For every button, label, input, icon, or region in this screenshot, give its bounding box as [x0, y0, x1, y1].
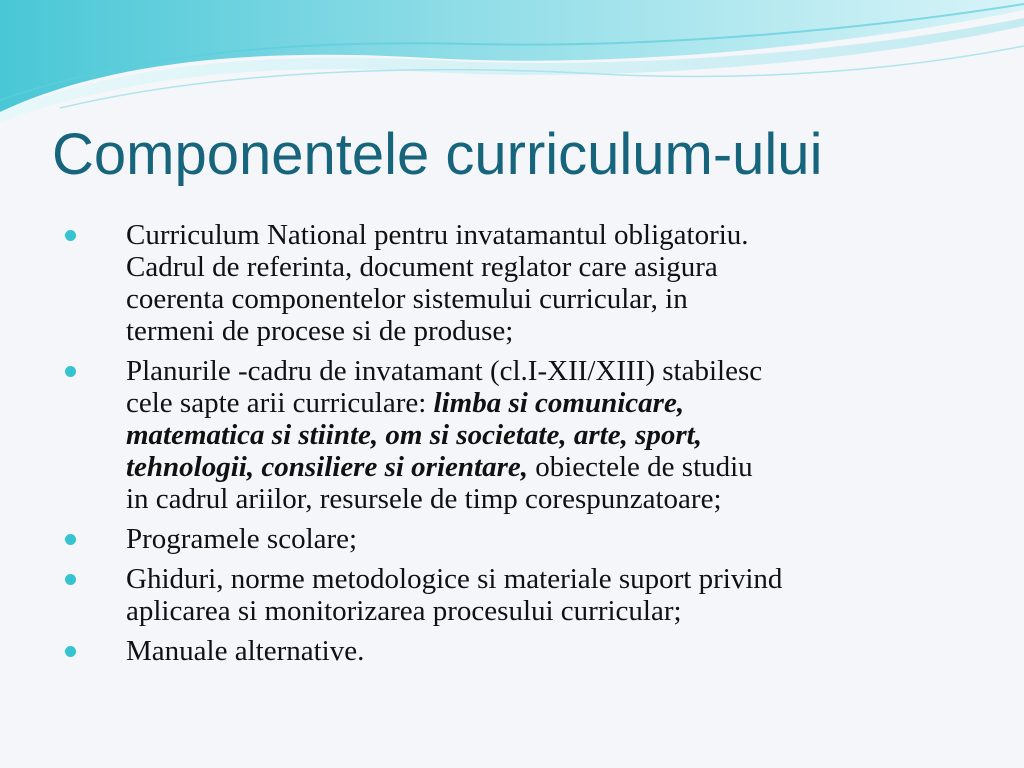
- text-line: Curriculum National pentru invatamantul obligatoriu.: [126, 219, 749, 251]
- plain-text: cele sapte arii curriculare:: [126, 387, 434, 419]
- text-line: Ghiduri, norme metodologice si materiale suport privind: [126, 563, 783, 595]
- bullet-list: [62, 219, 982, 675]
- text-line: [126, 451, 982, 483]
- list-item: [62, 563, 982, 627]
- text-line: Programele scolare;: [126, 523, 358, 555]
- text-line: Manuale alternative.: [126, 635, 365, 667]
- list-item: [62, 219, 982, 347]
- text-line: coerenta componentelor sistemului curricular, in: [126, 283, 688, 315]
- bullet-icon: [65, 534, 76, 545]
- emphasized-text: tehnologii, consiliere si orientare,: [126, 451, 528, 483]
- emphasized-text: matematica si stiinte, om si societate, arte, sport,: [126, 419, 702, 451]
- text-line: aplicarea si monitorizarea procesului curricular;: [126, 595, 682, 627]
- text-line: Planurile -cadru de invatamant (cl.I-XII/XIII) stabilesc: [126, 355, 763, 387]
- decorative-wave-header: [0, 0, 1024, 140]
- text-line: [126, 387, 982, 419]
- list-item: [62, 355, 982, 515]
- slide-title: Componentele curriculum-ului: [52, 122, 823, 187]
- bullet-icon: [65, 366, 76, 377]
- plain-text: obiectele de studiu: [528, 451, 753, 483]
- list-item: [62, 635, 982, 667]
- bullet-icon: [65, 646, 76, 657]
- bullet-icon: [65, 230, 76, 241]
- text-line: in cadrul ariilor, resursele de timp corespunzatoare;: [126, 483, 722, 515]
- text-line: termeni de procese si de produse;: [126, 315, 514, 347]
- text-line: Cadrul de referinta, document reglator care asigura: [126, 251, 718, 283]
- emphasized-text: limba si comunicare,: [433, 387, 685, 419]
- list-item: [62, 523, 982, 555]
- bullet-icon: [65, 574, 76, 585]
